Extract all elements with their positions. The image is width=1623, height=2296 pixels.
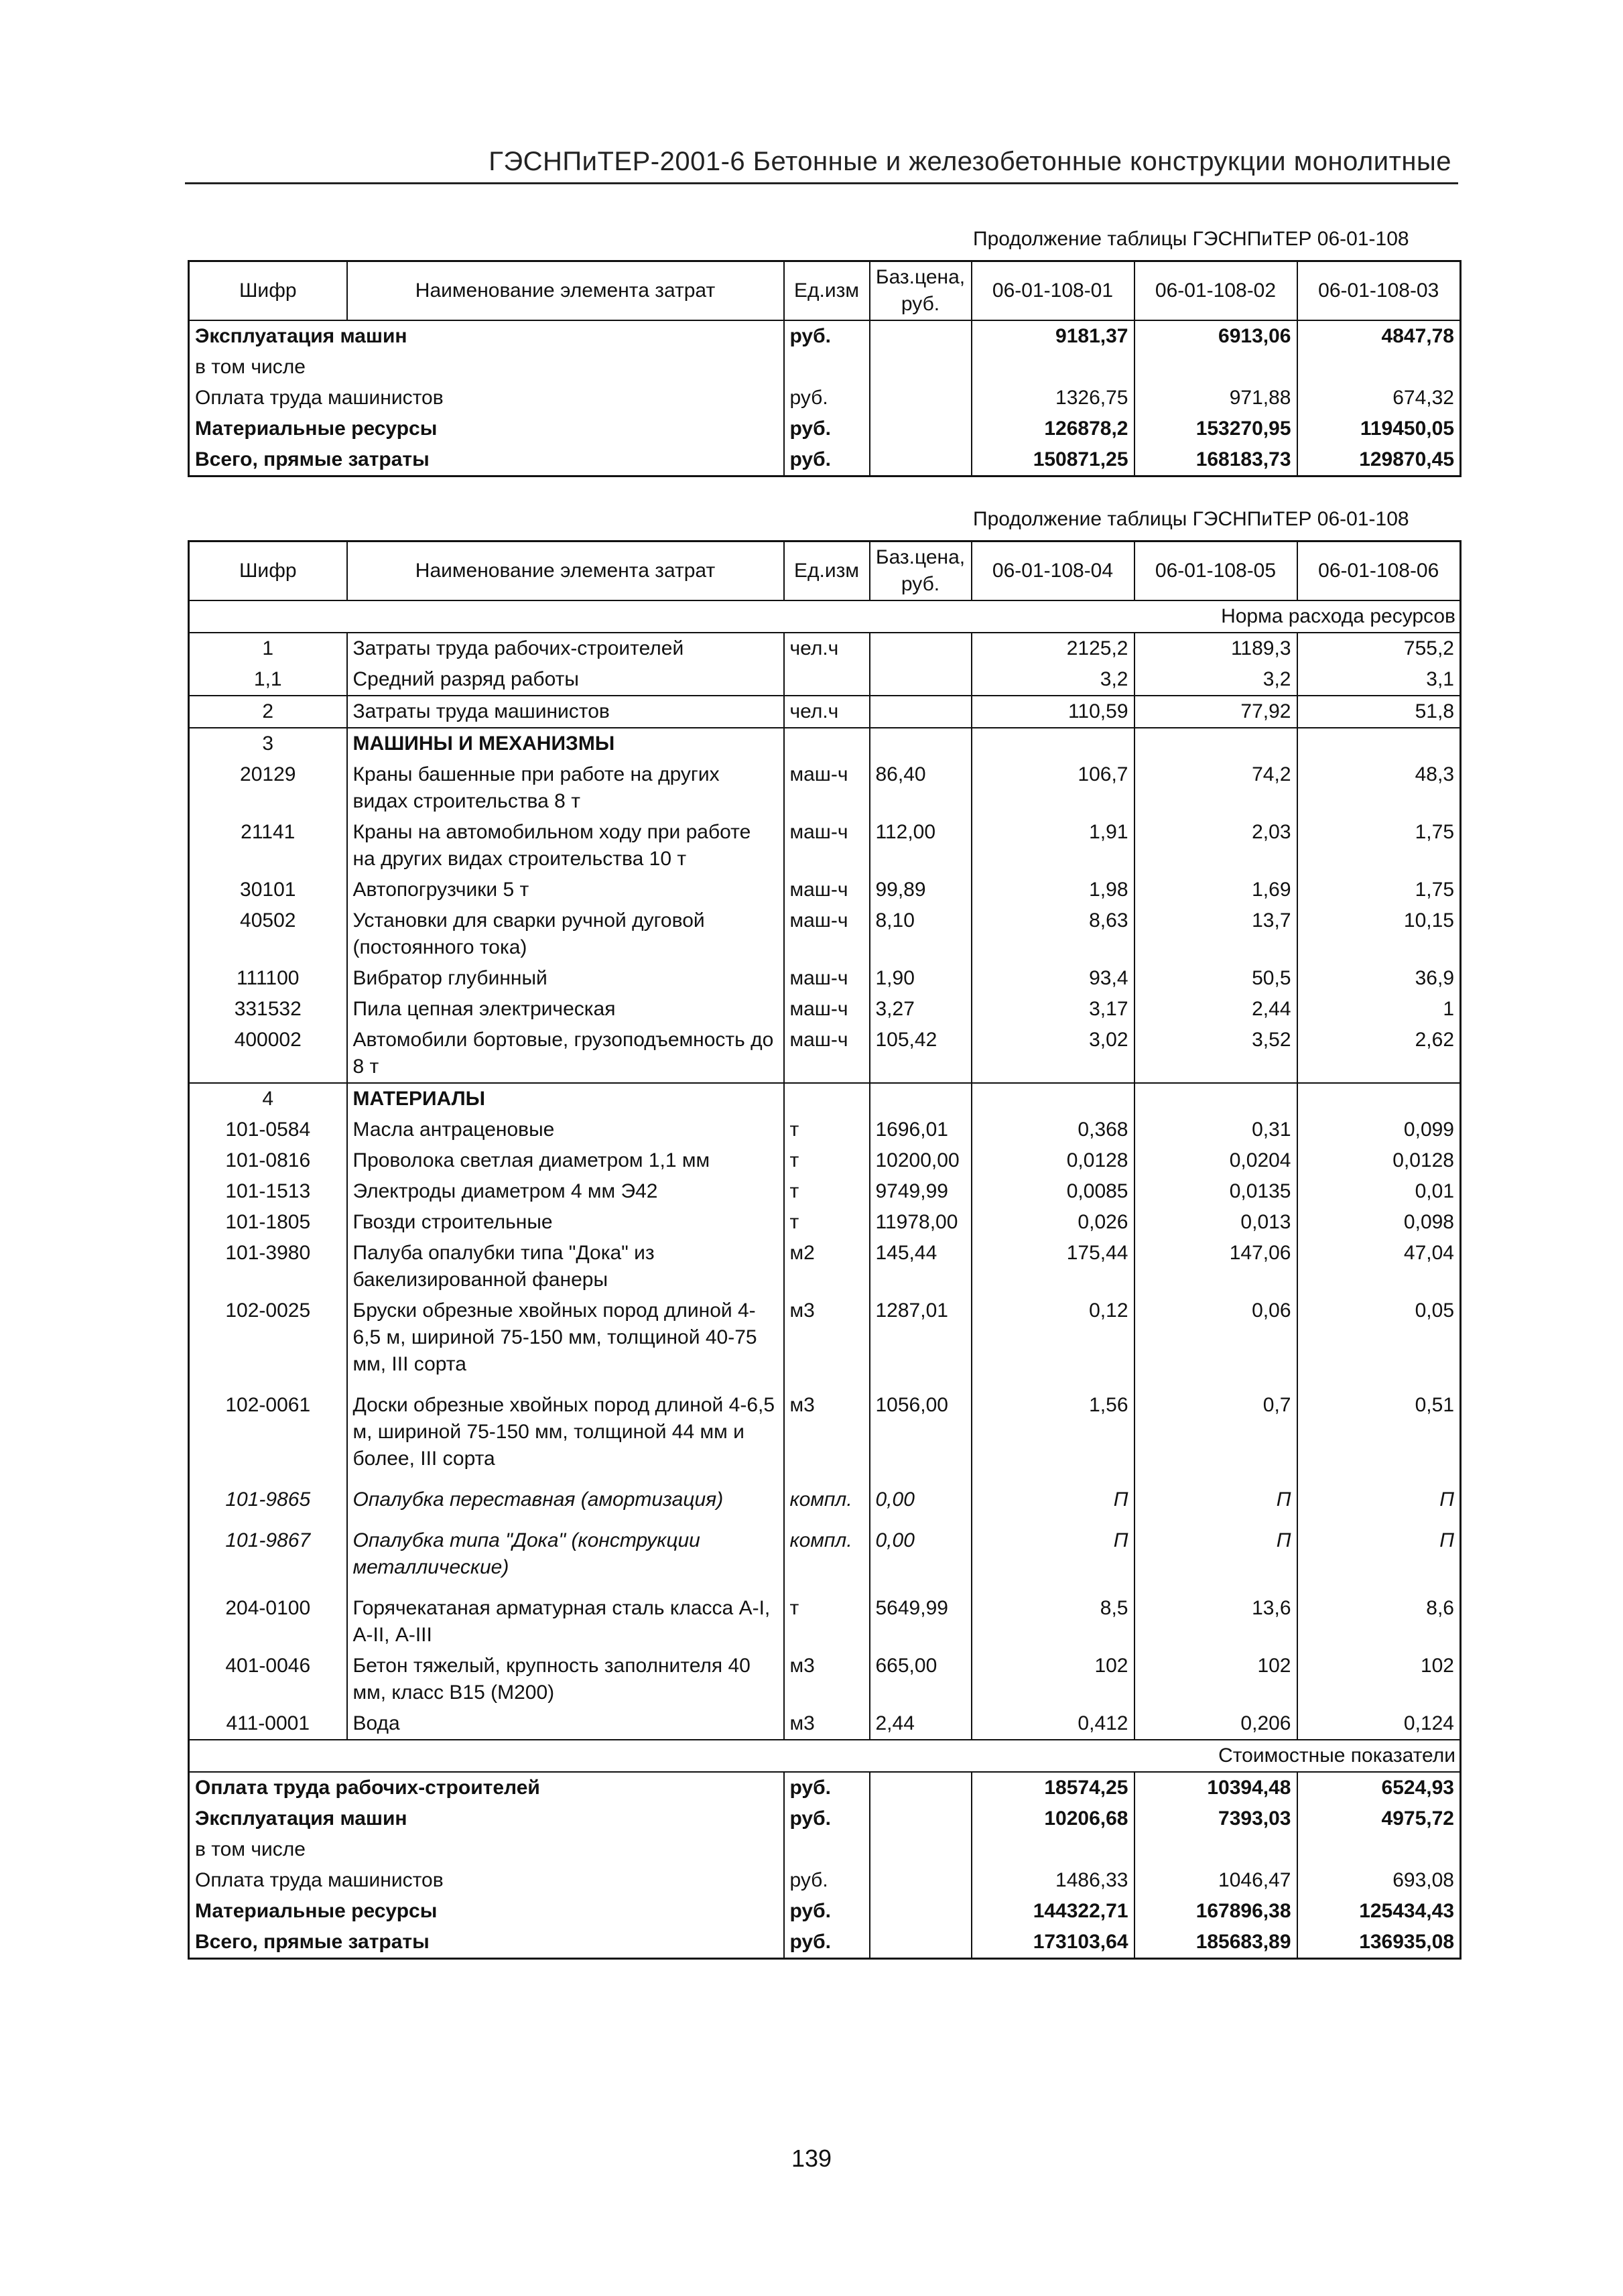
value-cell (1134, 1083, 1297, 1114)
column-header-name: Наименование элемента затрат (347, 541, 784, 601)
value-cell: 10206,68 (972, 1803, 1134, 1834)
value-cell: 13,6 (1134, 1593, 1297, 1651)
cost-band-label: Стоимостные показатели (189, 1740, 1461, 1772)
value-cell: 0,05 (1297, 1295, 1461, 1390)
price-cell (870, 383, 972, 413)
name-cell: Установки для сварки ручной дуговой (постоянного тока) (347, 905, 784, 963)
code-cell: 101-9865 (225, 1488, 311, 1511)
table-row (189, 1238, 1461, 1295)
code-cell: 30101 (240, 879, 296, 901)
table-row (189, 875, 1461, 905)
value-cell: 1,75 (1297, 875, 1461, 905)
table-row (189, 320, 1461, 352)
summary-row (189, 1927, 1461, 1959)
code-cell: 101-9867 (225, 1529, 311, 1551)
code-cell: 2 (189, 696, 347, 728)
column-header-estimate-05: 06-01-108-05 (1134, 541, 1297, 601)
name-cell: Электроды диаметром 4 мм Э42 (347, 1176, 784, 1207)
summary-row (189, 1896, 1461, 1927)
cost-label: Эксплуатация машин (189, 1803, 784, 1834)
page-header-title: ГЭСНПиТЕР-2001-6 Бетонные и железобетонные конструкции монолитные (489, 147, 1451, 176)
value-cell (1297, 1083, 1461, 1114)
value-cell: 125434,43 (1297, 1896, 1461, 1927)
value-cell: 1,75 (1297, 817, 1461, 875)
value-cell: 102 (1134, 1651, 1297, 1708)
table-row (189, 1525, 1461, 1593)
value-cell: 8,63 (972, 905, 1134, 963)
value-cell (1297, 352, 1461, 383)
value-cell: 0,0128 (1297, 1145, 1461, 1176)
value-cell: 0,7 (1134, 1390, 1297, 1484)
value-cell: 1,69 (1134, 875, 1297, 905)
value-cell (972, 352, 1134, 383)
name-cell: Опалубка типа "Дока" (конструкции металлические) (347, 1525, 784, 1593)
value-cell: 0,206 (1134, 1708, 1297, 1740)
value-cell (972, 1834, 1134, 1865)
name-cell: Проволока светлая диаметром 1,1 мм (347, 1145, 784, 1176)
unit-cell: т (784, 1114, 870, 1145)
price-cell: 112,00 (870, 817, 972, 875)
price-cell (870, 444, 972, 476)
value-cell: 0,026 (972, 1207, 1134, 1238)
price-cell: 145,44 (870, 1238, 972, 1295)
norm-band-label: Норма расхода ресурсов (189, 600, 1461, 633)
value-cell: 144322,71 (972, 1896, 1134, 1927)
table-row (189, 1207, 1461, 1238)
cost-label: Всего, прямые затраты (189, 444, 784, 476)
code-cell: 4 (189, 1083, 347, 1114)
code-cell: 101-3980 (225, 1242, 311, 1264)
unit-cell: маш-ч (784, 1025, 870, 1083)
price-cell: 99,89 (870, 875, 972, 905)
table2-caption: Продолжение таблицы ГЭСНПиТЕР 06-01-108 (973, 508, 1409, 530)
price-cell: 3,27 (870, 994, 972, 1025)
table-row (189, 1176, 1461, 1207)
price-cell: 1287,01 (870, 1295, 972, 1390)
code-cell: 102-0061 (225, 1394, 311, 1416)
value-cell: 3,52 (1134, 1025, 1297, 1083)
table-row (189, 1593, 1461, 1651)
name-cell: Горячекатаная арматурная сталь класса А-I, А-II, А-III (347, 1593, 784, 1651)
value-cell: 971,88 (1134, 383, 1297, 413)
unit-cell: маш-ч (784, 994, 870, 1025)
table-row (189, 759, 1461, 817)
column-header-estimate-03: 06-01-108-03 (1297, 261, 1461, 321)
value-cell: 110,59 (972, 696, 1134, 728)
unit-cell: м3 (784, 1295, 870, 1390)
column-header-estimate-02: 06-01-108-02 (1134, 261, 1297, 321)
table-row (189, 413, 1461, 444)
name-cell: Пила цепная электрическая (347, 994, 784, 1025)
name-cell: Автопогрузчики 5 т (347, 875, 784, 905)
name-cell: Затраты труда машинистов (347, 696, 784, 728)
price-cell: 9749,99 (870, 1176, 972, 1207)
name-cell: Масла антраценовые (347, 1114, 784, 1145)
value-cell: 1326,75 (972, 383, 1134, 413)
table-row (189, 633, 1461, 664)
value-cell: 102 (972, 1651, 1134, 1708)
value-cell: 755,2 (1297, 633, 1461, 664)
page-header (185, 141, 1458, 184)
price-cell: 8,10 (870, 905, 972, 963)
summary-row (189, 1865, 1461, 1896)
unit-cell: компл. (784, 1484, 870, 1525)
value-cell: 8,5 (972, 1593, 1134, 1651)
price-cell (870, 413, 972, 444)
column-header-price: Баз.цена, руб. (870, 541, 972, 601)
value-cell: 8,6 (1297, 1593, 1461, 1651)
value-cell: П (1134, 1525, 1297, 1593)
value-cell: 129870,45 (1297, 444, 1461, 476)
value-cell: 168183,73 (1134, 444, 1297, 476)
value-cell: П (1297, 1484, 1461, 1525)
value-cell: 1 (1297, 994, 1461, 1025)
value-cell: 3,2 (1134, 664, 1297, 696)
code-cell: 20129 (240, 763, 296, 785)
unit-cell (784, 664, 870, 696)
value-cell: 36,9 (1297, 963, 1461, 994)
price-cell (870, 1772, 972, 1803)
table-row (189, 905, 1461, 963)
cost-label: Материальные ресурсы (189, 1896, 784, 1927)
cost-label: Оплата труда машинистов (189, 383, 784, 413)
value-cell: П (1297, 1525, 1461, 1593)
price-cell: 5649,99 (870, 1593, 972, 1651)
cost-label: в том числе (189, 1834, 784, 1865)
unit-cell: руб. (784, 1927, 870, 1959)
column-header-code: Шифр (189, 261, 347, 321)
value-cell: 3,2 (972, 664, 1134, 696)
unit-cell: маш-ч (784, 817, 870, 875)
unit-cell: маш-ч (784, 905, 870, 963)
price-cell: 10200,00 (870, 1145, 972, 1176)
value-cell: 50,5 (1134, 963, 1297, 994)
price-cell (870, 1834, 972, 1865)
price-cell: 11978,00 (870, 1207, 972, 1238)
unit-cell: т (784, 1593, 870, 1651)
unit-cell: маш-ч (784, 963, 870, 994)
cost-band (189, 1740, 1461, 1772)
table-row (189, 1651, 1461, 1708)
value-cell: 10394,48 (1134, 1772, 1297, 1803)
table-row (189, 1025, 1461, 1083)
value-cell: 0,099 (1297, 1114, 1461, 1145)
unit-cell: м3 (784, 1708, 870, 1740)
value-cell: 3,17 (972, 994, 1134, 1025)
unit-cell: руб. (784, 1772, 870, 1803)
table2-header-row (189, 541, 1461, 601)
value-cell: 185683,89 (1134, 1927, 1297, 1959)
value-cell: 136935,08 (1297, 1927, 1461, 1959)
table-row (189, 1145, 1461, 1176)
unit-cell: маш-ч (784, 875, 870, 905)
value-cell: П (1134, 1484, 1297, 1525)
name-cell: Бруски обрезные хвойных пород длиной 4-6,5 м, шириной 75-150 мм, толщиной 40-75 мм, III сорта (347, 1295, 784, 1390)
value-cell: 2,03 (1134, 817, 1297, 875)
value-cell: 0,0135 (1134, 1176, 1297, 1207)
name-cell: Автомобили бортовые, грузоподъемность до 8 т (347, 1025, 784, 1083)
table-row (189, 383, 1461, 413)
code-cell: 1,1 (253, 668, 282, 690)
price-cell (870, 633, 972, 664)
price-cell: 1056,00 (870, 1390, 972, 1484)
column-header-unit: Ед.изм (784, 541, 870, 601)
table-row (189, 352, 1461, 383)
unit-cell (784, 1083, 870, 1114)
unit-cell (784, 1834, 870, 1865)
price-cell: 665,00 (870, 1651, 972, 1708)
unit-cell: маш-ч (784, 759, 870, 817)
value-cell: 0,0204 (1134, 1145, 1297, 1176)
code-cell: 111100 (237, 967, 300, 989)
value-cell: 0,098 (1297, 1207, 1461, 1238)
name-cell: Доски обрезные хвойных пород длиной 4-6,5 м, шириной 75-150 мм, толщиной 44 мм и более, III сорта (347, 1390, 784, 1484)
value-cell: 153270,95 (1134, 413, 1297, 444)
value-cell: 175,44 (972, 1238, 1134, 1295)
table-row (189, 1484, 1461, 1525)
price-cell (870, 664, 972, 696)
cost-table-1 (188, 260, 1462, 477)
value-cell: 0,124 (1297, 1708, 1461, 1740)
column-header-price: Баз.цена, руб. (870, 261, 972, 321)
value-cell: 0,31 (1134, 1114, 1297, 1145)
cost-label: Эксплуатация машин (189, 320, 784, 352)
price-cell (870, 1865, 972, 1896)
column-header-estimate-06: 06-01-108-06 (1297, 541, 1461, 601)
name-cell: МАТЕРИАЛЫ (347, 1083, 784, 1114)
value-cell: 173103,64 (972, 1927, 1134, 1959)
value-cell: 1,98 (972, 875, 1134, 905)
value-cell: 0,0085 (972, 1176, 1134, 1207)
code-cell: 40502 (240, 909, 296, 932)
price-cell: 1,90 (870, 963, 972, 994)
price-cell (870, 696, 972, 728)
value-cell: 51,8 (1297, 696, 1461, 728)
column-header-estimate-01: 06-01-108-01 (972, 261, 1134, 321)
name-cell: Вода (347, 1708, 784, 1740)
unit-cell: руб. (784, 383, 870, 413)
code-cell: 101-0584 (225, 1119, 311, 1141)
value-cell: 47,04 (1297, 1238, 1461, 1295)
name-cell: Средний разряд работы (347, 664, 784, 696)
value-cell: 150871,25 (972, 444, 1134, 476)
cost-label: Оплата труда рабочих-строителей (189, 1772, 784, 1803)
value-cell: 3,1 (1297, 664, 1461, 696)
value-cell: 93,4 (972, 963, 1134, 994)
price-cell: 86,40 (870, 759, 972, 817)
table-row (189, 444, 1461, 476)
code-cell: 411-0001 (226, 1712, 310, 1734)
code-cell: 3 (189, 728, 347, 759)
page-number: 139 (791, 2145, 832, 2172)
name-cell: Краны башенные при работе на других видах строительства 8 т (347, 759, 784, 817)
name-cell: Краны на автомобильном ходу при работе на других видах строительства 10 т (347, 817, 784, 875)
value-cell: 0,06 (1134, 1295, 1297, 1390)
cost-label: Оплата труда машинистов (189, 1865, 784, 1896)
value-cell: 1,56 (972, 1390, 1134, 1484)
value-cell (972, 728, 1134, 759)
table-row (189, 994, 1461, 1025)
price-cell (870, 1896, 972, 1927)
value-cell (1134, 352, 1297, 383)
value-cell: 674,32 (1297, 383, 1461, 413)
value-cell: 13,7 (1134, 905, 1297, 963)
cost-label: Всего, прямые затраты (189, 1927, 784, 1959)
column-header-unit: Ед.изм (784, 261, 870, 321)
unit-cell: руб. (784, 444, 870, 476)
value-cell: 0,01 (1297, 1176, 1461, 1207)
unit-cell: т (784, 1207, 870, 1238)
unit-cell: м3 (784, 1390, 870, 1484)
value-cell: 6913,06 (1134, 320, 1297, 352)
unit-cell (784, 728, 870, 759)
code-cell: 401-0046 (225, 1655, 311, 1677)
value-cell: П (972, 1484, 1134, 1525)
table-row (189, 1114, 1461, 1145)
value-cell (1134, 728, 1297, 759)
value-cell: 0,368 (972, 1114, 1134, 1145)
value-cell: 1046,47 (1134, 1865, 1297, 1896)
code-cell: 101-0816 (225, 1149, 311, 1171)
value-cell: 126878,2 (972, 413, 1134, 444)
table-row (189, 963, 1461, 994)
price-cell: 1696,01 (870, 1114, 972, 1145)
table-row (189, 1708, 1461, 1740)
value-cell: 9181,37 (972, 320, 1134, 352)
value-cell: 6524,93 (1297, 1772, 1461, 1803)
unit-cell: чел.ч (784, 696, 870, 728)
column-header-name: Наименование элемента затрат (347, 261, 784, 321)
unit-cell: руб. (784, 1803, 870, 1834)
table-row (189, 1083, 1461, 1114)
price-cell (870, 728, 972, 759)
summary-row (189, 1803, 1461, 1834)
norm-band (189, 600, 1461, 633)
value-cell (1297, 1834, 1461, 1865)
unit-cell: руб. (784, 413, 870, 444)
table1-header-row (189, 261, 1461, 321)
name-cell: Опалубка переставная (амортизация) (347, 1484, 784, 1525)
table1-caption: Продолжение таблицы ГЭСНПиТЕР 06-01-108 (973, 228, 1409, 250)
value-cell: 2,44 (1134, 994, 1297, 1025)
code-cell: 331532 (234, 998, 302, 1020)
value-cell: 1486,33 (972, 1865, 1134, 1896)
name-cell: МАШИНЫ И МЕХАНИЗМЫ (347, 728, 784, 759)
unit-cell: м3 (784, 1651, 870, 1708)
price-cell (870, 352, 972, 383)
cost-label: Материальные ресурсы (189, 413, 784, 444)
price-cell: 105,42 (870, 1025, 972, 1083)
table-row (189, 1295, 1461, 1390)
price-cell: 0,00 (870, 1484, 972, 1525)
table-row (189, 1390, 1461, 1484)
value-cell: 10,15 (1297, 905, 1461, 963)
unit-cell: т (784, 1145, 870, 1176)
unit-cell (784, 352, 870, 383)
value-cell (1134, 1834, 1297, 1865)
table-row (189, 696, 1461, 728)
code-cell: 1 (262, 637, 274, 659)
value-cell: 167896,38 (1134, 1896, 1297, 1927)
cost-label: в том числе (189, 352, 784, 383)
code-cell: 21141 (241, 821, 296, 843)
price-cell (870, 1803, 972, 1834)
summary-row (189, 1834, 1461, 1865)
unit-cell: руб. (784, 320, 870, 352)
value-cell: 147,06 (1134, 1238, 1297, 1295)
value-cell: 3,02 (972, 1025, 1134, 1083)
table-row (189, 728, 1461, 759)
value-cell: 48,3 (1297, 759, 1461, 817)
table-row (189, 817, 1461, 875)
unit-cell: чел.ч (784, 633, 870, 664)
value-cell: 2,62 (1297, 1025, 1461, 1083)
name-cell: Гвозди строительные (347, 1207, 784, 1238)
value-cell: 106,7 (972, 759, 1134, 817)
value-cell: 1189,3 (1134, 633, 1297, 664)
summary-row (189, 1772, 1461, 1803)
column-header-estimate-04: 06-01-108-04 (972, 541, 1134, 601)
value-cell: П (972, 1525, 1134, 1593)
unit-cell: руб. (784, 1896, 870, 1927)
code-cell: 102-0025 (225, 1299, 311, 1322)
unit-cell: руб. (784, 1865, 870, 1896)
code-cell: 204-0100 (225, 1597, 311, 1619)
value-cell (972, 1083, 1134, 1114)
value-cell: 0,51 (1297, 1390, 1461, 1484)
value-cell: 18574,25 (972, 1772, 1134, 1803)
value-cell: 0,0128 (972, 1145, 1134, 1176)
name-cell: Затраты труда рабочих-строителей (347, 633, 784, 664)
value-cell (1297, 728, 1461, 759)
value-cell: 693,08 (1297, 1865, 1461, 1896)
value-cell: 0,12 (972, 1295, 1134, 1390)
value-cell: 74,2 (1134, 759, 1297, 817)
name-cell: Бетон тяжелый, крупность заполнителя 40 мм, класс В15 (М200) (347, 1651, 784, 1708)
price-cell (870, 1083, 972, 1114)
code-cell: 101-1805 (225, 1211, 311, 1233)
value-cell: 4975,72 (1297, 1803, 1461, 1834)
price-cell: 2,44 (870, 1708, 972, 1740)
name-cell: Палуба опалубки типа "Дока" из бакелизированной фанеры (347, 1238, 784, 1295)
table-row (189, 664, 1461, 696)
unit-cell: т (784, 1176, 870, 1207)
value-cell: 7393,03 (1134, 1803, 1297, 1834)
value-cell: 119450,05 (1297, 413, 1461, 444)
price-cell (870, 1927, 972, 1959)
unit-cell: м2 (784, 1238, 870, 1295)
code-cell: 400002 (234, 1029, 302, 1051)
value-cell: 77,92 (1134, 696, 1297, 728)
code-cell: 101-1513 (225, 1180, 311, 1202)
name-cell: Вибратор глубинный (347, 963, 784, 994)
value-cell: 2125,2 (972, 633, 1134, 664)
value-cell: 102 (1297, 1651, 1461, 1708)
unit-cell: компл. (784, 1525, 870, 1593)
cost-table-2 (188, 540, 1462, 1960)
value-cell: 0,412 (972, 1708, 1134, 1740)
value-cell: 1,91 (972, 817, 1134, 875)
value-cell: 0,013 (1134, 1207, 1297, 1238)
price-cell (870, 320, 972, 352)
price-cell: 0,00 (870, 1525, 972, 1593)
column-header-code: Шифр (189, 541, 347, 601)
value-cell: 4847,78 (1297, 320, 1461, 352)
